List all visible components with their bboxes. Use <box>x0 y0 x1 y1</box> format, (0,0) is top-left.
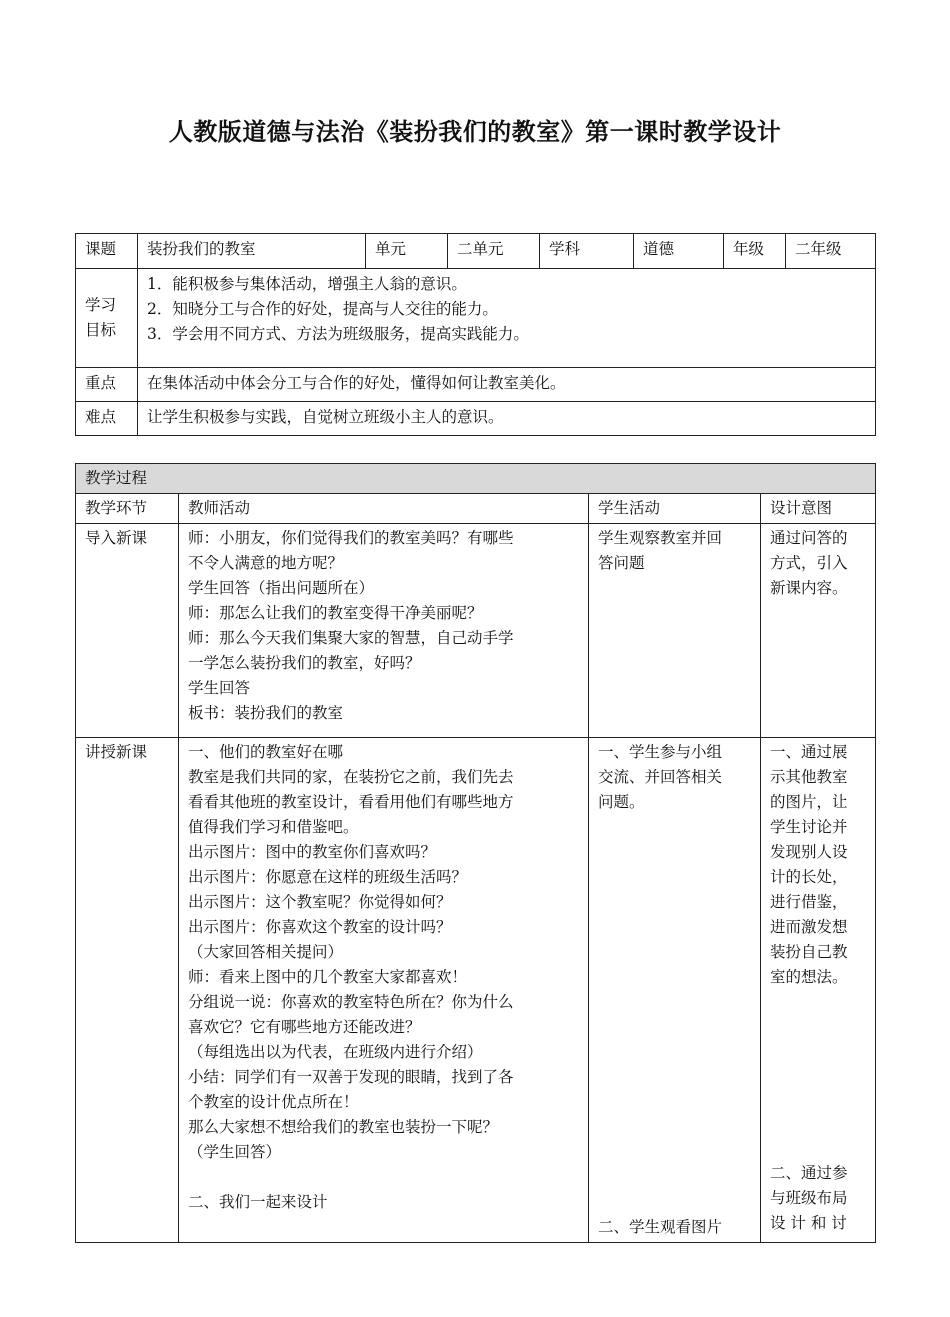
text-line: 那么大家想不想给我们的教室也装扮一下呢？ <box>188 1118 499 1136</box>
design-intent-part-2 <box>770 1161 848 1236</box>
text-line: 一、通过展 <box>770 743 848 761</box>
difficulty-label: 难点 <box>76 402 138 436</box>
design-intent-intro <box>761 524 876 738</box>
text-line: （学生回答） <box>188 1143 282 1161</box>
text-line: 看看其他班的教室设计，看看用他们有哪些地方 <box>188 793 514 811</box>
stage-intro: 导入新课 <box>76 524 179 738</box>
text-line: 通过问答的 <box>770 529 848 547</box>
grade-value: 二年级 <box>786 234 876 269</box>
text-line: 出示图片：你愿意在这样的班级生活吗？ <box>188 868 468 886</box>
difficulty-value: 让学生积极参与实践，自觉树立班级小主人的意识。 <box>138 402 876 436</box>
lecture-row <box>76 738 876 1243</box>
text-line: 值得我们学习和借鉴吧。 <box>188 818 359 836</box>
text-line: 的图片，让 <box>770 793 848 811</box>
text-line: 新课内容。 <box>770 579 848 597</box>
text-line: 出示图片：图中的教室你们喜欢吗？ <box>188 843 437 861</box>
text-line: 学生讨论并 <box>770 818 848 836</box>
goals-label-line: 学习 <box>85 296 117 314</box>
text-line: 一学怎么装扮我们的教室，好吗？ <box>188 654 421 672</box>
text-line: 二、通过参 <box>770 1164 848 1182</box>
topic-label: 课题 <box>76 234 138 269</box>
student-activity-intro <box>589 524 761 738</box>
text-line: （每组选出以为代表，在班级内进行介绍） <box>188 1043 483 1061</box>
text-line: 分组说一说：你喜欢的教室特色所在？你为什么 <box>188 993 514 1011</box>
text-line: 装扮自己教 <box>770 943 848 961</box>
text-line: 方式，引入 <box>770 554 848 572</box>
topic-value: 装扮我们的教室 <box>138 234 366 269</box>
design-intent-lecture <box>761 738 876 1243</box>
text-line: 发现别人设 <box>770 843 848 861</box>
text-line: 喜欢它？它有哪些地方还能改进？ <box>188 1018 421 1036</box>
text-line: 一、他们的教室好在哪 <box>188 743 344 761</box>
text-line: 问题。 <box>598 793 645 811</box>
teacher-activity-intro <box>179 524 589 738</box>
text-line: 二、我们一起来设计 <box>188 1193 328 1211</box>
student-activity-lecture <box>589 738 761 1243</box>
intro-row <box>76 524 876 738</box>
text-line: 进行借鉴， <box>770 893 848 911</box>
text-line: 师：小朋友，你们觉得我们的教室美吗？有哪些 <box>188 529 514 547</box>
key-label: 重点 <box>76 368 138 402</box>
goals-label <box>76 269 138 368</box>
process-header: 教学过程 <box>76 464 876 494</box>
info-row <box>76 234 876 269</box>
stage-lecture: 讲授新课 <box>76 738 179 1243</box>
column-header-row <box>76 494 876 524</box>
text-line: 学生回答（指出问题所在） <box>188 579 375 597</box>
text-line: 答问题 <box>598 554 645 572</box>
key-row <box>76 368 876 402</box>
spacer <box>188 1165 579 1190</box>
goal-item: 2．知晓分工与合作的好处，提高与人交往的能力。 <box>147 300 498 318</box>
text-line: 与班级布局 <box>770 1189 848 1207</box>
subject-value: 道德 <box>634 234 724 269</box>
text-line: 进而激发想 <box>770 918 848 936</box>
text-line: 师：那么今天我们集聚大家的智慧，自己动手学 <box>188 629 514 647</box>
text-line: 出示图片：你喜欢这个教室的设计吗？ <box>188 918 452 936</box>
difficulty-row <box>76 402 876 436</box>
teaching-process-table <box>75 463 876 1243</box>
text-line: 计的长处， <box>770 868 848 886</box>
text-line: 示其他教室 <box>770 768 848 786</box>
text-line: 一、学生参与小组 <box>598 743 723 761</box>
text-line: 交流、并回答相关 <box>598 768 723 786</box>
text-line: 师：看来上图中的几个教室大家都喜欢！ <box>188 968 468 986</box>
unit-label: 单元 <box>366 234 448 269</box>
text-line: 不令人满意的地方呢？ <box>188 554 344 572</box>
text-line: 板书：装扮我们的教室 <box>188 704 344 722</box>
lesson-info-table <box>75 233 876 436</box>
subject-label: 学科 <box>540 234 634 269</box>
column-header: 教师活动 <box>179 494 589 524</box>
goals-row <box>76 269 876 368</box>
text-line: 学生观察教室并回 <box>598 529 723 547</box>
text-line: 个教室的设计优点所在！ <box>188 1093 359 1111</box>
text-line: 出示图片：这个教室呢？你觉得如何？ <box>188 893 452 911</box>
goals-label-line: 目标 <box>85 321 117 339</box>
key-value: 在集体活动中体会分工与合作的好处，懂得如何让教室美化。 <box>138 368 876 402</box>
text-line: 师：那怎么让我们的教室变得干净美丽呢？ <box>188 604 483 622</box>
text-line: 教室是我们共同的家，在装扮它之前，我们先去 <box>188 768 514 786</box>
goal-item: 1．能积极参与集体活动，增强主人翁的意识。 <box>147 275 467 293</box>
goals-list <box>138 269 876 368</box>
grade-label: 年级 <box>724 234 786 269</box>
text-line: 学生回答 <box>188 679 251 697</box>
column-header: 学生活动 <box>589 494 761 524</box>
teacher-activity-lecture <box>179 738 589 1243</box>
column-header: 教学环节 <box>76 494 179 524</box>
document-title: 人教版道德与法治《装扮我们的教室》第一课时教学设计 <box>168 118 782 146</box>
text-line: 室的想法。 <box>770 968 848 986</box>
text-line: 小结：同学们有一双善于发现的眼睛，找到了各 <box>188 1068 514 1086</box>
process-header-row <box>76 464 876 494</box>
text-line: 设 计 和 讨 <box>770 1214 847 1232</box>
text-line: 二、学生观看图片 <box>598 1218 723 1236</box>
column-header: 设计意图 <box>761 494 876 524</box>
goal-item: 3．学会用不同方式、方法为班级服务，提高实践能力。 <box>147 325 529 343</box>
text-line: （大家回答相关提问） <box>188 943 344 961</box>
unit-value: 二单元 <box>448 234 540 269</box>
